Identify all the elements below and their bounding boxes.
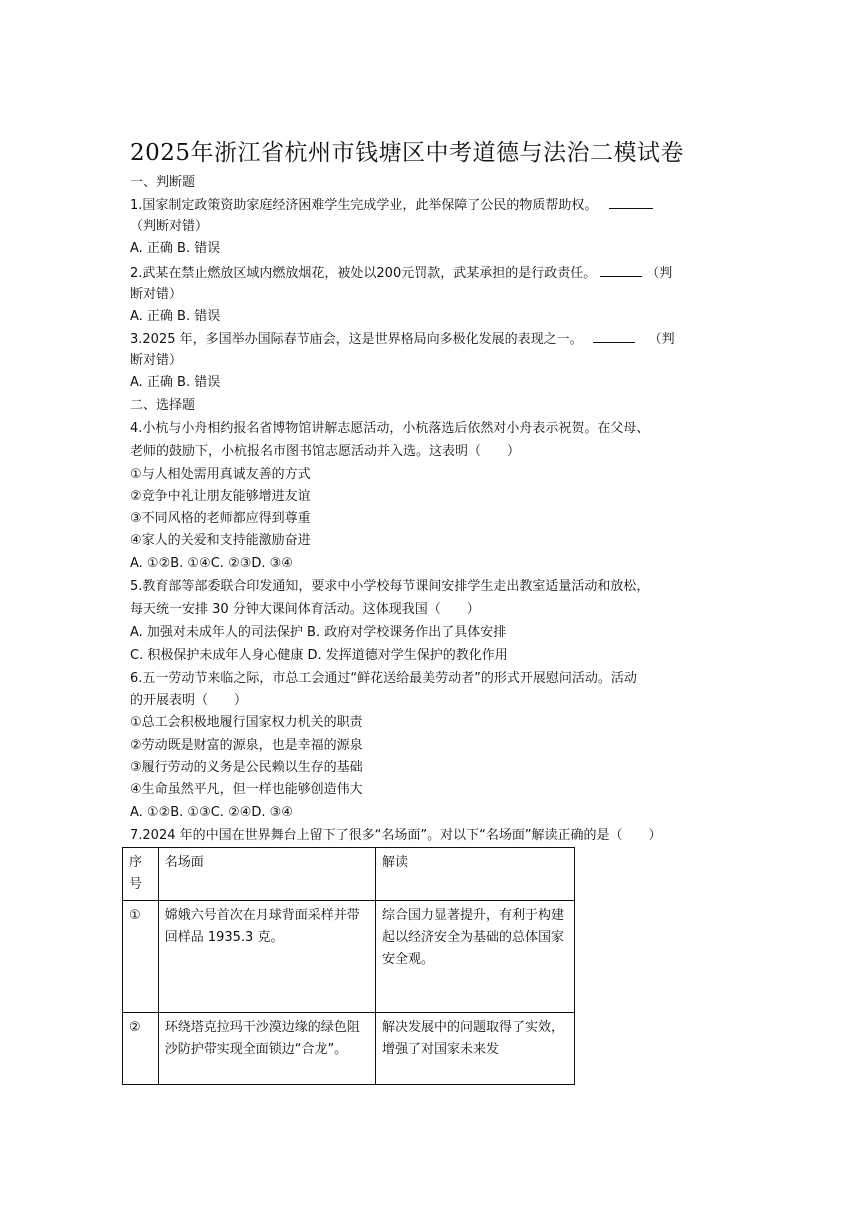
table-header-cell: 解读 xyxy=(376,848,575,901)
question-text: 2.武某在禁止燃放区域内燃放烟花，被处以200元罚款，武某承担的是行政责任。 xyxy=(130,266,597,281)
statement: ①总工会积极地履行国家权力机关的职责 xyxy=(130,715,363,730)
question-4-options: A. ①②B. ①④C. ②③D. ③④ xyxy=(130,556,293,571)
question-5: 5.教育部等部委联合印发通知，要求中小学校每节课间安排学生走出教室适量活动和放松， xyxy=(130,579,650,594)
question-4: 4.小杭与小舟相约报名省博物馆讲解志愿活动，小杭落选后依然对小舟表示祝贺。在父母、 xyxy=(130,421,650,436)
table-cell: 解决发展中的问题取得了实效，增强了对国家未来发 xyxy=(376,1013,575,1085)
answer-blank xyxy=(609,194,653,209)
statement: ③履行劳动的义务是公民赖以生存的基础 xyxy=(130,760,363,775)
table-cell: 综合国力显著提升，有利于构建起以经济安全为基础的总体国家安全观。 xyxy=(376,901,575,1013)
table-header-cell: 序号 xyxy=(123,848,159,901)
question-5-options-ab: A. 加强对未成年人的司法保护 B. 政府对学校课务作出了具体安排 xyxy=(130,625,507,640)
table-cell: 环绕塔克拉玛干沙漠边缘的绿色阻沙防护带实现全面锁边“合龙”。 xyxy=(158,1013,375,1085)
question-7: 7.2024 年的中国在世界舞台上留下了很多“名场面”。对以下“名场面”解读正确的是（ ） xyxy=(130,828,662,843)
question-1 xyxy=(130,194,657,217)
question-6-cont: 的开展表明（ ） xyxy=(130,693,248,708)
statement: ②竞争中礼让朋友能够增进友谊 xyxy=(130,489,311,504)
statement: ④家人的关爱和支持能激励奋进 xyxy=(130,533,311,548)
question-6-options: A. ①②B. ①③C. ②④D. ③④ xyxy=(130,805,293,820)
question-1-hint: （判断对错） xyxy=(130,219,209,234)
question-6: 6.五一劳动节来临之际，市总工会通过“鲜花送给最美劳动者”的形式开展慰问活动。活动 xyxy=(130,671,637,686)
statement: ③不同风格的老师都应得到尊重 xyxy=(130,511,311,526)
statement: ①与人相处需用真诚友善的方式 xyxy=(130,467,311,482)
page-title: 2025年浙江省杭州市钱塘区中考道德与法治二模试卷 xyxy=(130,140,685,166)
table-header-cell: 名场面 xyxy=(158,848,375,901)
question-5-options-cd: C. 积极保护未成年人身心健康 D. 发挥道德对学生保护的教化作用 xyxy=(130,648,508,663)
section-heading: 一、判断题 xyxy=(130,175,196,190)
question-text: 1.国家制定政策资助家庭经济困难学生完成学业，此举保障了公民的物质帮助权。 xyxy=(130,198,598,213)
question-3 xyxy=(130,328,675,351)
question-3-hint: 断对错） xyxy=(130,353,183,368)
scenes-table xyxy=(122,847,575,1085)
question-4-cont: 老师的鼓励下，小杭报名市图书馆志愿活动并入选。这表明（ ） xyxy=(130,444,521,459)
question-5-cont: 每天统一安排 30 分钟大课间体育活动。这体现我国（ ） xyxy=(130,602,480,617)
table-row xyxy=(123,901,575,1013)
question-3-options: A. 正确 B. 错误 xyxy=(130,375,221,390)
table-cell: ① xyxy=(123,901,159,1013)
answer-blank xyxy=(600,262,642,277)
table-cell: ② xyxy=(123,1013,159,1085)
question-2-hint: 断对错） xyxy=(130,287,183,302)
table-cell: 嫦娥六号首次在月球背面采样并带回样品 1935.3 克。 xyxy=(158,901,375,1013)
section-heading: 二、选择题 xyxy=(130,398,196,413)
question-2 xyxy=(130,262,672,285)
question-hint-prefix: （判 xyxy=(646,266,673,281)
question-hint-prefix: （判 xyxy=(648,332,675,347)
table-row xyxy=(123,1013,575,1085)
table-header-row xyxy=(123,848,575,901)
answer-blank xyxy=(593,328,635,343)
question-2-options: A. 正确 B. 错误 xyxy=(130,309,221,324)
question-text: 3.2025 年，多国举办国际春节庙会，这是世界格局向多极化发展的表现之一。 xyxy=(130,332,583,347)
statement: ④生命虽然平凡，但一样也能够创造伟大 xyxy=(130,782,363,797)
statement: ②劳动既是财富的源泉，也是幸福的源泉 xyxy=(130,738,363,753)
question-1-options: A. 正确 B. 错误 xyxy=(130,241,221,256)
